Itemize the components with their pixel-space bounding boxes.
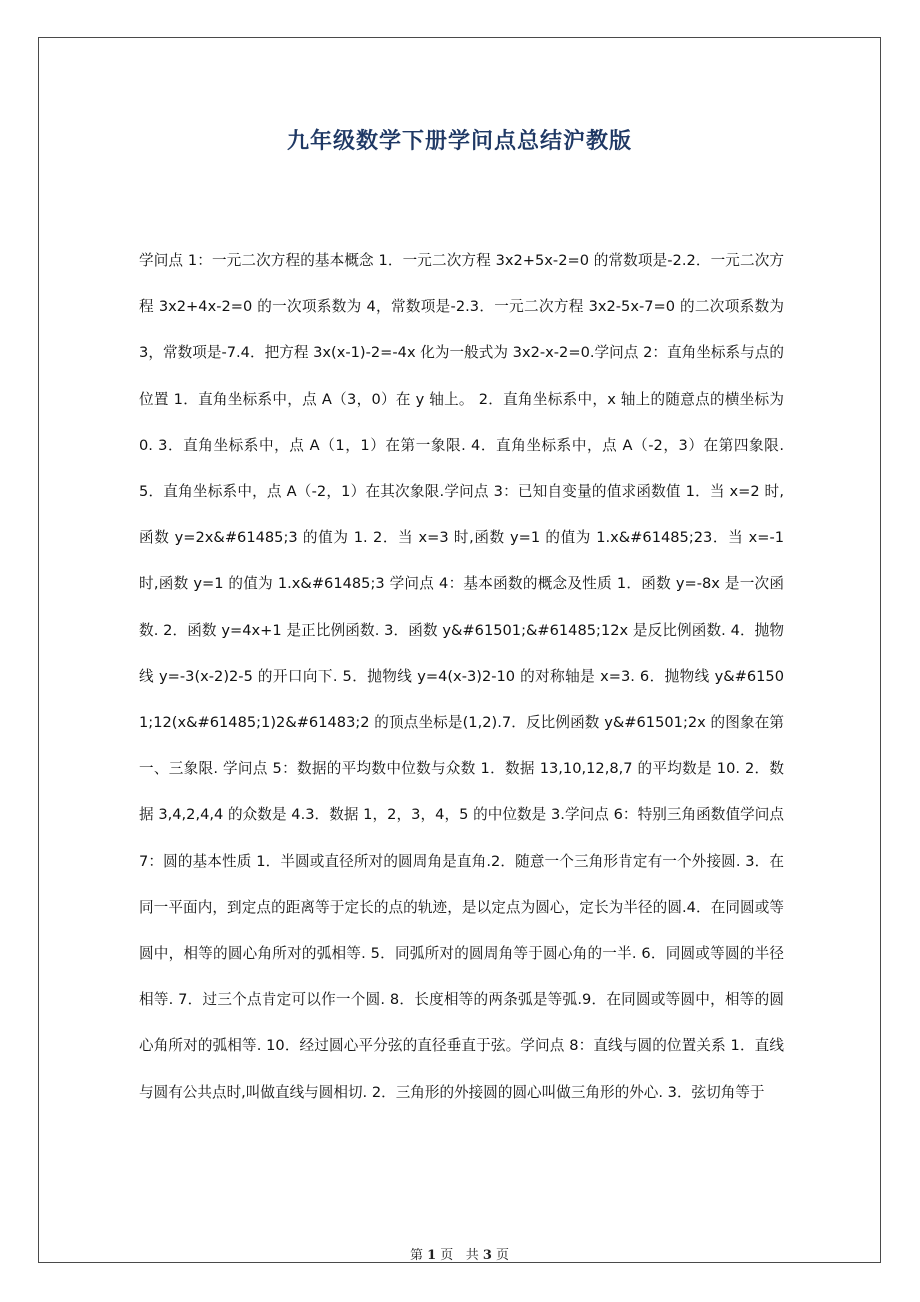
footer-total-pages: 3 — [482, 1248, 492, 1263]
page-footer — [39, 1244, 880, 1263]
footer-prefix: 第 — [409, 1248, 423, 1263]
page-frame — [38, 37, 881, 1263]
footer-page-unit: 页 — [440, 1248, 454, 1263]
footer-current-page: 1 — [427, 1248, 437, 1263]
footer-total-unit: 页 — [496, 1248, 510, 1263]
document-title: 九年级数学下册学问点总结沪教版 — [286, 129, 632, 154]
footer-total-prefix: 共 — [465, 1248, 479, 1263]
document-body: 学问点 1：一元二次方程的基本概念 1．一元二次方程 3x2+5x-2=0 的常数项是-2.2．一元二次方程 3x2+4x-2=0 的一次项系数为 4，常数项是-2.3．一元二次方程 3x2-5x-7=0 的二次项系数为 3，常数项是-7.4．把方程 3x(x-1)-2=-4x 化为一般式为 3x2-x-2=0.学问点 2：直角坐标系与点的位置 1．直角坐标系中，点 A（3，0）在 y 轴上。 2．直角坐标系中，x 轴上的随意点的横坐标为 0. 3．直角坐标系中，点 A（1，1）在第一象限. 4．直角坐标系中，点 A（-2，3）在第四象限. 5．直角坐标系中，点 A（-2，1）在其次象限.学问点 3：已知自变量的值求函数值 1．当 x=2 时,函数 y=2x&#61485;3 的值为 1. 2．当 x=3 时,函数 y=1 的值为 1.x&#61485;23．当 x=-1 时,函数 y=1 的值为 1.x&#61485;3 学问点 4：基本函数的概念及性质 1．函数 y=-8x 是一次函数. 2．函数 y=4x+1 是正比例函数. 3．函数 y&#61501;&#61485;12x 是反比例函数. 4．抛物线 y=-3(x-2)2-5 的开口向下. 5．抛物线 y=4(x-3)2-10 的对称轴是 x=3. 6．抛物线 y&#61501;12(x&#61485;1)2&#61483;2 的顶点坐标是(1,2).7．反比例函数 y&#61501;2x 的图象在第一、三象限. 学问点 5：数据的平均数中位数与众数 1．数据 13,10,12,8,7 的平均数是 10. 2．数据 3,4,2,4,4 的众数是 4.3．数据 1，2，3，4，5 的中位数是 3.学问点 6：特别三角函数值学问点 7：圆的基本性质 1．半圆或直径所对的圆周角是直角.2．随意一个三角形肯定有一个外接圆. 3．在同一平面内，到定点的距离等于定长的点的轨迹，是以定点为圆心，定长为半径的圆.4．在同圆或等圆中，相等的圆心角所对的弧相等. 5．同弧所对的圆周角等于圆心角的一半. 6．同圆或等圆的半径相等. 7．过三个点肯定可以作一个圆. 8．长度相等的两条弧是等弧.9．在同圆或等圆中，相等的圆心角所对的弧相等. 10．经过圆心平分弦的直径垂直于弦。学问点 8：直线与圆的位置关系 1．直线与圆有公共点时,叫做直线与圆相切. 2．三角形的外接圆的圆心叫做三角形的外心. 3．弦切角等于 — [139, 252, 784, 1101]
